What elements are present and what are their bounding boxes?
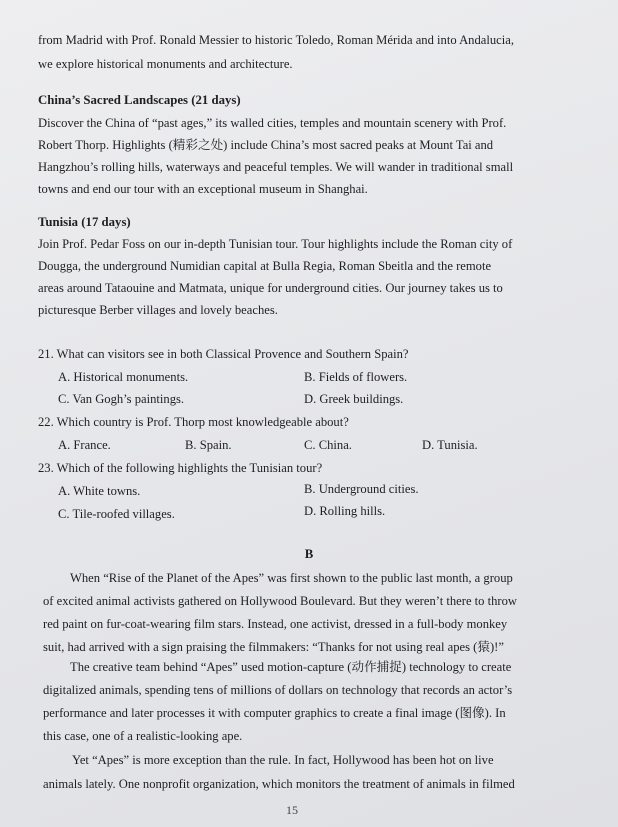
question-23-option-c: C. Tile-roofed villages. bbox=[58, 507, 175, 521]
passage-b-line-10: animals lately. One nonprofit organization, which monitors the treatment of animals in filmed bbox=[43, 777, 515, 791]
passage-b-line-6: digitalized animals, spending tens of millions of dollars on technology that records an actor’s bbox=[43, 683, 513, 697]
intro-line-1: from Madrid with Prof. Ronald Messier to historic Toledo, Roman Mérida and into Andalucia, bbox=[38, 33, 514, 47]
section-b-label: B bbox=[304, 547, 314, 561]
question-21-stem: 21. What can visitors see in both Classical Provence and Southern Spain? bbox=[38, 347, 409, 361]
passage-b-line-3: red paint on fur-coat-wearing film stars. Instead, one activist, dressed in a full-body monkey bbox=[43, 617, 508, 631]
question-22-option-d: D. Tunisia. bbox=[422, 438, 478, 452]
tunisia-line-3: areas around Tataouine and Matmata, unique for underground cities. Our journey takes us to bbox=[38, 281, 503, 295]
question-23-option-a: A. White towns. bbox=[58, 484, 141, 498]
china-line-3: Hangzhou’s rolling hills, waterways and peaceful temples. We will wander in traditional small bbox=[38, 160, 514, 174]
intro-line-2: we explore historical monuments and architecture. bbox=[38, 57, 293, 71]
tunisia-line-2: Dougga, the underground Numidian capital at Bulla Regia, Roman Sbeitla and the remote bbox=[38, 259, 492, 273]
tunisia-heading: Tunisia (17 days) bbox=[38, 215, 131, 229]
passage-b-line-5: The creative team behind “Apes” used motion-capture (动作捕捉) technology to create bbox=[70, 660, 512, 674]
question-21-option-a: A. Historical monuments. bbox=[58, 370, 189, 384]
china-line-1: Discover the China of “past ages,” its walled cities, temples and mountain scenery with Prof. bbox=[38, 116, 507, 130]
passage-b-line-1: When “Rise of the Planet of the Apes” was first shown to the public last month, a group bbox=[70, 571, 513, 585]
page-number: 15 bbox=[286, 803, 298, 817]
question-22-option-b: B. Spain. bbox=[185, 438, 232, 452]
china-line-2: Robert Thorp. Highlights (精彩之处) include China’s most sacred peaks at Mount Tai and bbox=[38, 138, 494, 152]
china-line-4: towns and end our tour with an exceptional museum in Shanghai. bbox=[38, 182, 368, 196]
passage-b-line-9: Yet “Apes” is more exception than the rule. In fact, Hollywood has been hot on live bbox=[72, 753, 494, 767]
tunisia-line-1: Join Prof. Pedar Foss on our in-depth Tunisian tour. Tour highlights include the Roman city of bbox=[38, 237, 513, 251]
china-heading: China’s Sacred Landscapes (21 days) bbox=[38, 93, 241, 107]
question-23-option-d: D. Rolling hills. bbox=[304, 504, 386, 518]
question-21-option-b: B. Fields of flowers. bbox=[304, 370, 408, 384]
passage-b-line-4: suit, had arrived with a sign praising the filmmakers: “Thanks for not using real apes (猿)!” bbox=[43, 640, 504, 654]
question-21-option-d: D. Greek buildings. bbox=[304, 392, 404, 406]
passage-b-line-8: this case, one of a realistic-looking ape. bbox=[43, 729, 243, 743]
question-21-option-c: C. Van Gogh’s paintings. bbox=[58, 392, 185, 406]
question-23-stem: 23. Which of the following highlights the Tunisian tour? bbox=[38, 461, 323, 475]
question-22-stem: 22. Which country is Prof. Thorp most knowledgeable about? bbox=[38, 415, 349, 429]
passage-b-line-2: of excited animal activists gathered on Hollywood Boulevard. But they weren’t there to throw bbox=[43, 594, 518, 608]
question-22-option-a: A. France. bbox=[58, 438, 111, 452]
tunisia-line-4: picturesque Berber villages and lovely beaches. bbox=[38, 303, 278, 317]
passage-b-line-7: performance and later processes it with computer graphics to create a final image (图像). In bbox=[43, 706, 506, 720]
question-23-option-b: B. Underground cities. bbox=[304, 482, 419, 496]
question-22-option-c: C. China. bbox=[304, 438, 352, 452]
